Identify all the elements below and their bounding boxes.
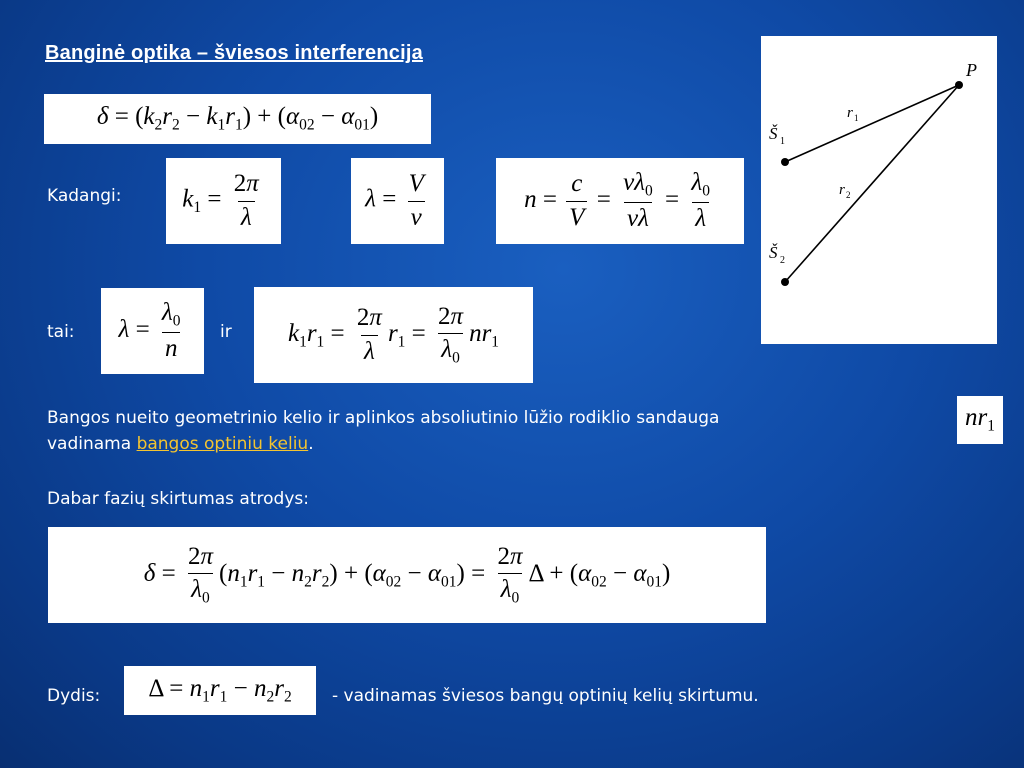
tai-label: tai: <box>47 322 75 342</box>
source-2-dot <box>781 278 789 286</box>
ray-2-label: r <box>839 182 845 198</box>
formula-k1: $k_1$ = $\frac{2\pi}{\lambda}$ <box>166 158 281 244</box>
dydis-description: - vadinamas šviesos bangų optinių kelių skirtumu. <box>332 686 759 706</box>
ray-1-line <box>785 85 959 162</box>
formula-refractive-index: n = $\frac{c}{V}$ = $\frac{\nu\lambda_0}{\nu\lambda}$ = $\frac{\lambda_0}{\lambda}$ <box>496 158 744 244</box>
source-2-index: 2 <box>780 255 785 266</box>
formula-lambda-v-nu: λ = $\frac{V}{\nu}$ <box>351 158 444 244</box>
paragraph-line-1: Bangos nueito geometrinio kelio ir aplinkos absoliutinio lūžio rodiklio sandauga <box>47 408 720 428</box>
dydis-label: Dydis: <box>47 686 101 706</box>
source-1-label: Š <box>769 124 778 143</box>
ray-1-label: r <box>847 105 853 121</box>
interference-diagram <box>761 36 997 344</box>
source-1-dot <box>781 158 789 166</box>
paragraph-prefix: vadinama <box>47 434 137 454</box>
point-p-label: P <box>966 60 977 80</box>
source-2-label: Š <box>769 243 778 262</box>
paragraph-suffix: . <box>308 434 314 454</box>
optical-path-paragraph <box>47 405 952 457</box>
paragraph-line-2 <box>47 431 952 457</box>
point-p-dot <box>955 81 963 89</box>
ray-2-line <box>785 85 959 282</box>
optical-path-link[interactable]: bangos optiniu keliu <box>136 434 309 454</box>
ray-2-index: 2 <box>846 190 851 200</box>
ir-label: ir <box>220 322 232 342</box>
formula-nr1: $nr_1$ <box>957 396 1003 444</box>
formula-lambda-n: λ = $\frac{\lambda_0}{n}$ <box>101 288 204 374</box>
ray-1-index: 1 <box>854 113 859 123</box>
formula-delta-definition: $\delta = (k_2r_2 - k_1r_1) + (\alpha_{02} - \alpha_{01})$ <box>44 94 431 144</box>
kadangi-label: Kadangi: <box>47 186 122 206</box>
page-title: Banginė optika – šviesos interferencija <box>45 42 423 64</box>
diagram-svg <box>761 36 997 344</box>
phase-difference-text: Dabar fazių skirtumas atrodys: <box>47 489 309 509</box>
formula-k1r1: $k_1r_1$ = $\frac{2\pi}{\lambda}$ $r_1$ = $\frac{2\pi}{\lambda_0}$ $nr_1$ <box>254 287 533 383</box>
source-1-index: 1 <box>780 136 785 147</box>
formula-optical-path-difference: $\Delta = n_1r_1 - n_2r_2$ <box>124 666 316 715</box>
formula-phase-difference: δ = $\frac{2\pi}{\lambda_0}$ $(n_1r_1 - n_2r_2) + (\alpha_{02} - \alpha_{01})$ = $\frac{2\pi}{\lambda_0}$ $\Delta + (\alpha_{02} - \alpha_{01})$ <box>48 527 766 623</box>
